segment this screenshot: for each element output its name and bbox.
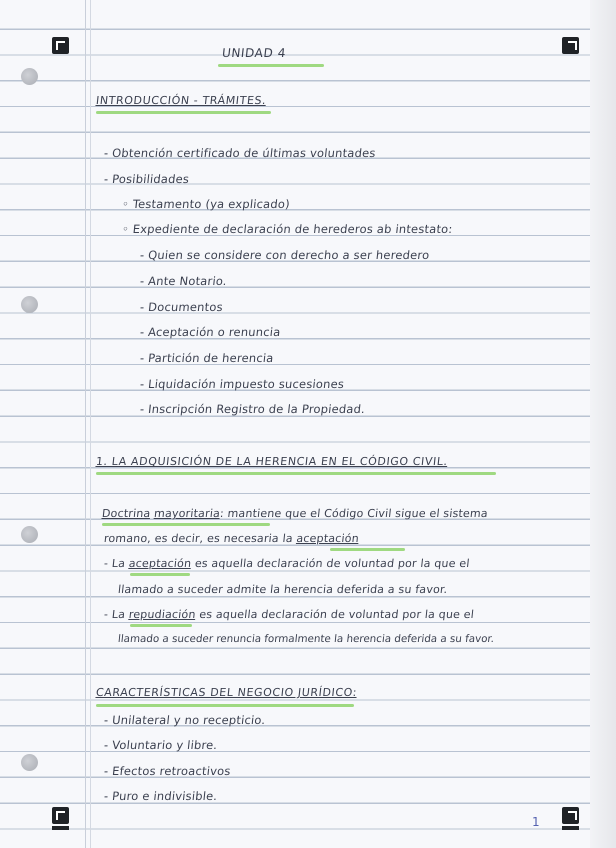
page-number: 1 xyxy=(532,815,540,829)
paragraph-text: : mantiene que el Código Civil sigue el sistema xyxy=(219,507,489,520)
list-item: - Voluntario y libre. xyxy=(103,738,219,752)
binder-hole xyxy=(21,68,38,85)
list-item: - Obtención certificado de últimas voluntades xyxy=(103,146,377,160)
term-highlight xyxy=(130,573,190,576)
list-subitem: ◦ Testamento (ya explicado) xyxy=(121,197,291,211)
list-step: - Documentos xyxy=(139,300,224,314)
heading-highlight xyxy=(96,111,271,114)
heading-highlight xyxy=(96,472,496,475)
list-item: - Unilateral y no recepticio. xyxy=(103,713,267,727)
page-edge xyxy=(590,0,616,848)
definition-line xyxy=(103,608,474,621)
term-aceptacion: aceptación xyxy=(295,532,360,545)
corner-marker-icon xyxy=(52,37,69,54)
margin-line xyxy=(85,0,86,848)
definition-text: es aquella declaración de voluntad por la que el xyxy=(194,557,471,570)
binder-hole xyxy=(21,754,38,771)
list-item: - Efectos retroactivos xyxy=(103,764,232,778)
term-aceptacion: aceptación xyxy=(128,557,192,570)
corner-marker-bar xyxy=(562,826,579,830)
list-step: - Inscripción Registro de la Propiedad. xyxy=(139,402,366,416)
paragraph-line xyxy=(101,507,488,520)
list-item: - Puro e indivisible. xyxy=(103,789,219,803)
term-mayoritaria: mayoritaria xyxy=(153,507,221,520)
list-step: - Quien se considere con derecho a ser heredero xyxy=(139,248,431,262)
definition-line xyxy=(103,557,470,570)
section-heading-adquisicion: 1. LA ADQUISICIÓN DE LA HERENCIA EN EL CÓDIGO CIVIL. xyxy=(95,455,449,468)
title-highlight xyxy=(218,64,324,67)
paragraph-line xyxy=(103,532,359,545)
term-doctrina: Doctrina xyxy=(101,507,152,520)
definition-line: llamado a suceder renuncia formalmente la herencia deferida a su favor. xyxy=(117,633,495,645)
corner-marker-icon xyxy=(562,807,579,824)
definition-text: - La xyxy=(103,557,126,570)
page-title: UNIDAD 4 xyxy=(221,46,287,60)
list-step: - Aceptación o renuncia xyxy=(139,325,282,339)
term-highlight xyxy=(330,548,405,551)
list-subitem: ◦ Expediente de declaración de herederos ab intestato: xyxy=(121,222,454,236)
list-step: - Liquidación impuesto sucesiones xyxy=(139,377,345,391)
definition-line: llamado a suceder admite la herencia deferida a su favor. xyxy=(117,583,449,596)
corner-marker-icon xyxy=(52,807,69,824)
definition-text: - La xyxy=(103,608,126,621)
list-step: - Partición de herencia xyxy=(139,351,275,365)
term-highlight xyxy=(130,624,192,627)
margin-line xyxy=(90,0,91,848)
term-repudiacion: repudiación xyxy=(128,608,197,621)
binder-hole xyxy=(21,296,38,313)
corner-marker-icon xyxy=(562,37,579,54)
binder-hole xyxy=(21,526,38,543)
section-heading-intro: INTRODUCCIÓN - TRÁMITES. xyxy=(95,94,267,107)
list-step: - Ante Notario. xyxy=(139,274,228,288)
heading-highlight xyxy=(96,704,354,707)
term-highlight xyxy=(102,523,270,526)
paragraph-text: romano, es decir, es necesaria la xyxy=(103,532,294,545)
list-item: - Posibilidades xyxy=(103,172,190,186)
definition-text: es aquella declaración de voluntad por la que el xyxy=(198,608,475,621)
corner-marker-bar xyxy=(52,826,69,830)
section-heading-caracteristicas: CARACTERÍSTICAS DEL NEGOCIO JURÍDICO: xyxy=(95,686,358,699)
